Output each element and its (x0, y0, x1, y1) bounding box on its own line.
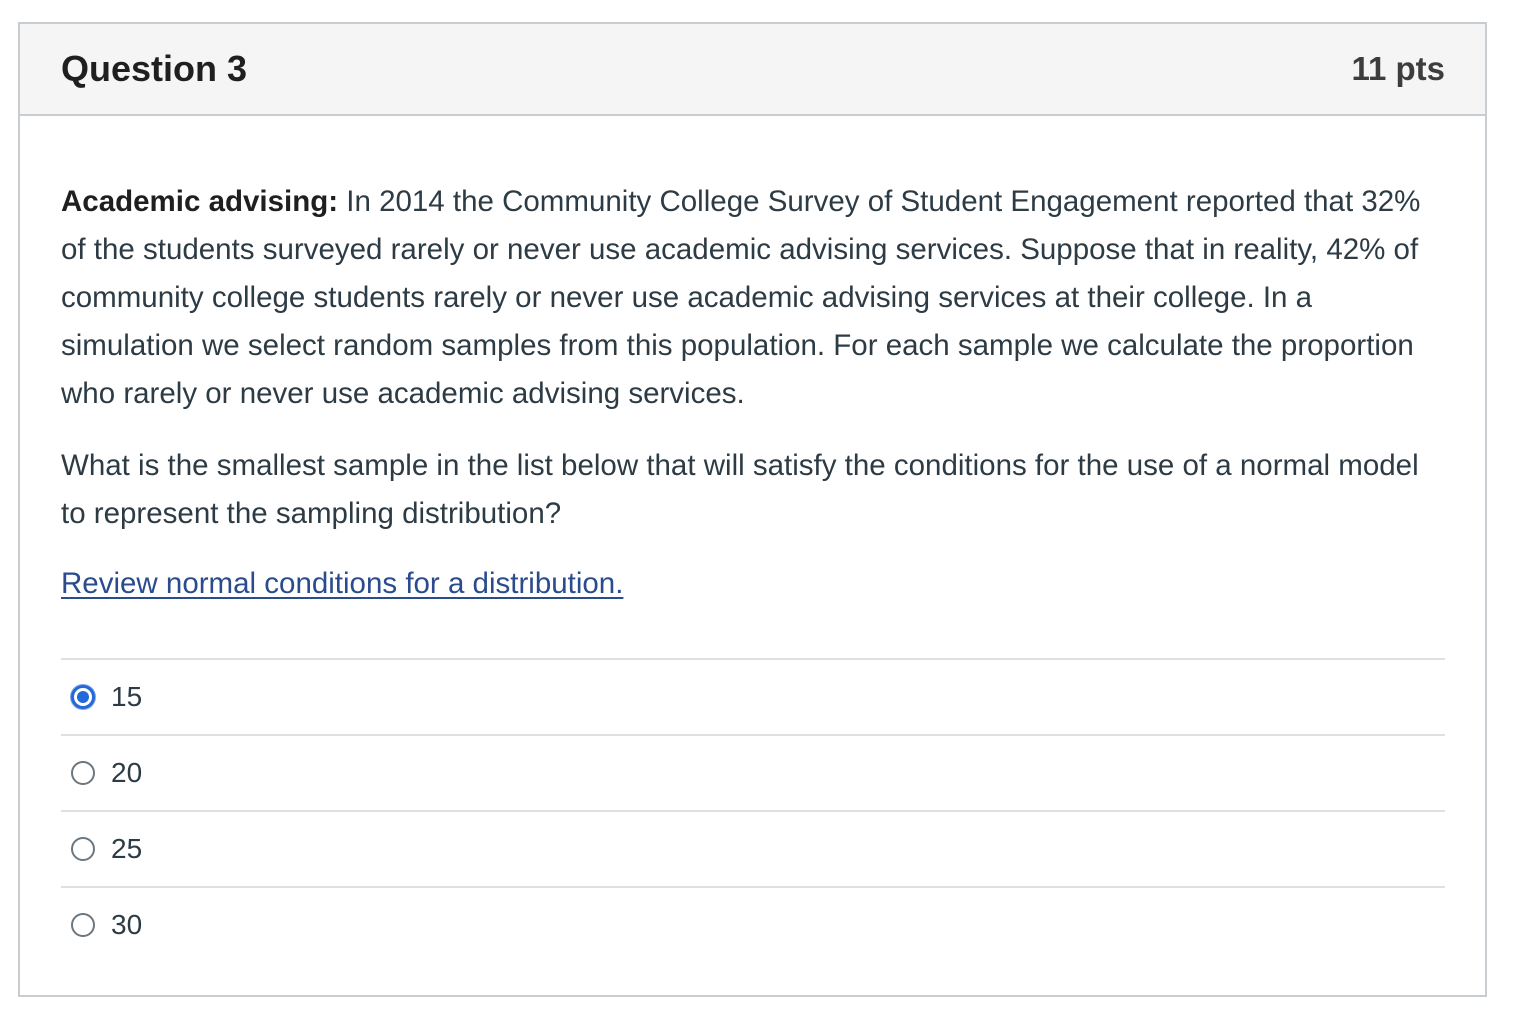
radio-button[interactable] (71, 761, 95, 785)
question-intro-text: In 2014 the Community College Survey of Student Engagement reported that 32% of the students surveyed rarely or never use academic advising services. Suppose that in reality, 42% of community college students rarely or never use academic advising services at their college. In a simulation we select random samples from this population. For each sample we calculate the proportion who rarely or never use academic advising services. (61, 185, 1421, 410)
answer-label: 15 (111, 681, 143, 712)
question-prompt: What is the smallest sample in the list below that will satisfy the conditions for the use of a normal model to represent the sampling distribution? (61, 449, 1419, 530)
answer-option-20[interactable] (61, 736, 1445, 812)
answer-label: 25 (111, 833, 143, 864)
answer-list (61, 658, 1445, 962)
answer-label: 20 (111, 757, 143, 788)
review-conditions-link[interactable]: Review normal conditions for a distribution. (61, 567, 624, 600)
answer-option-30[interactable] (61, 888, 1445, 962)
question-intro-bold: Academic advising: (61, 185, 339, 218)
question-intro (61, 178, 1445, 418)
question-header (20, 24, 1485, 116)
radio-button-checked[interactable] (71, 685, 95, 709)
radio-button[interactable] (71, 913, 95, 937)
radio-button[interactable] (71, 837, 95, 861)
answer-label: 30 (111, 909, 143, 940)
question-text (61, 178, 1445, 538)
question-card (18, 22, 1487, 997)
answer-option-25[interactable] (61, 812, 1445, 888)
question-body (20, 116, 1485, 962)
question-points: 11 pts (1351, 50, 1445, 87)
answer-option-15[interactable] (61, 660, 1445, 736)
question-title: Question 3 (61, 48, 248, 89)
